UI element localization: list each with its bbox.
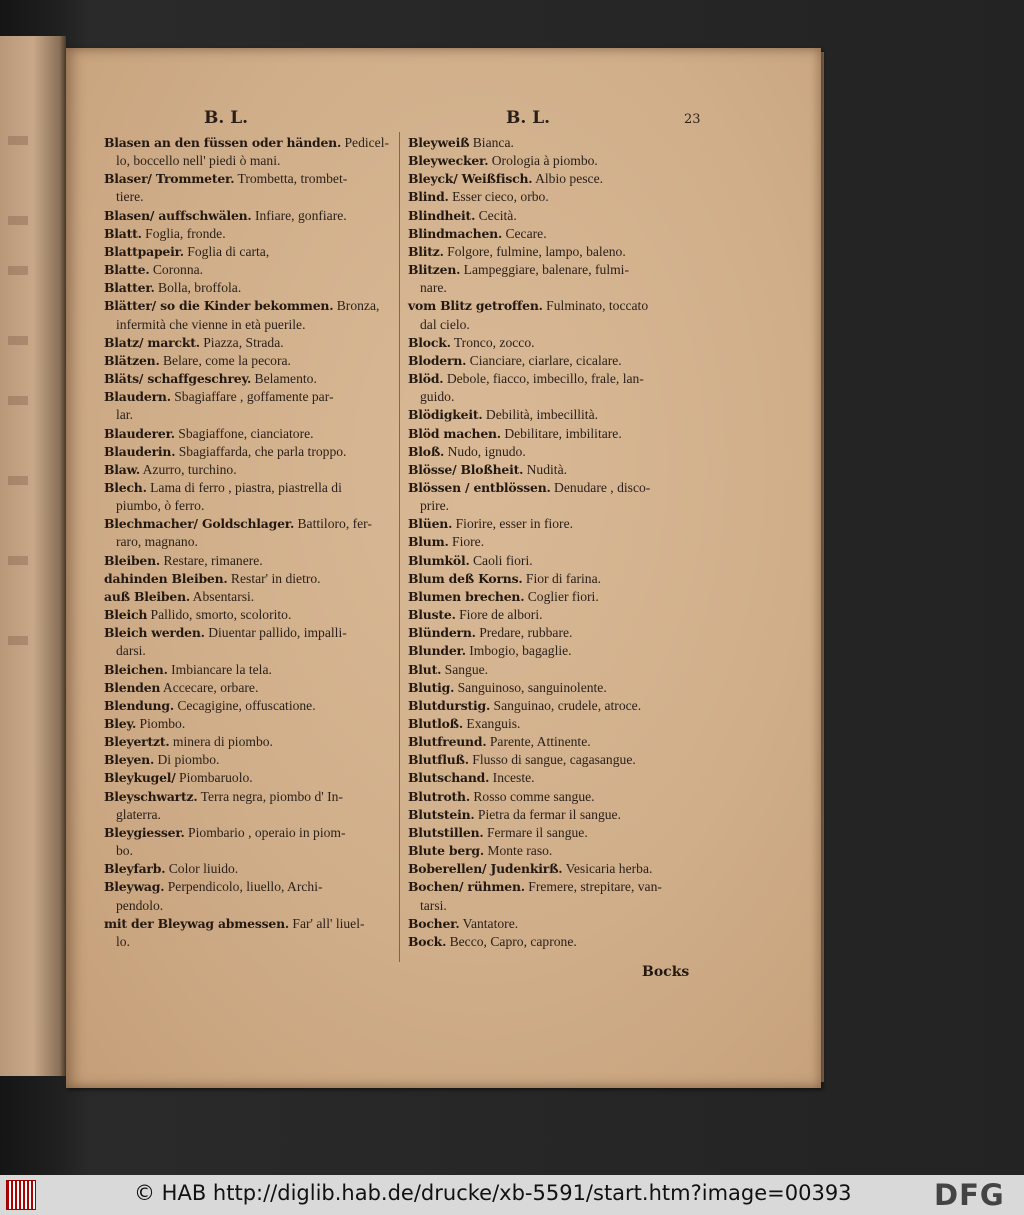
header-center: B. L. bbox=[506, 108, 551, 128]
dictionary-entry bbox=[408, 824, 708, 842]
definition: Infiare, gonfiare. bbox=[251, 207, 347, 223]
headword: Blödigkeit. bbox=[408, 407, 483, 423]
headword: Blauderer. bbox=[104, 425, 175, 441]
right-column bbox=[408, 134, 708, 951]
headword: Bleich bbox=[104, 607, 148, 623]
dictionary-entry bbox=[408, 878, 708, 914]
running-header bbox=[66, 108, 821, 132]
definition: Pallido, smorto, scolorito. bbox=[147, 607, 292, 623]
dictionary-entry bbox=[408, 134, 708, 152]
headword: Blumen brechen. bbox=[408, 588, 525, 604]
dictionary-entry bbox=[104, 388, 404, 424]
headword: Blutroth. bbox=[408, 788, 470, 804]
headword: Blindmachen. bbox=[408, 225, 503, 241]
headword: Blöd machen. bbox=[408, 425, 501, 441]
headword: Blutloß. bbox=[408, 716, 464, 731]
definition: Inceste. bbox=[489, 770, 535, 786]
definition: minera di piombo. bbox=[169, 734, 273, 750]
dictionary-entry bbox=[104, 261, 404, 279]
dictionary-entry bbox=[408, 933, 708, 951]
dictionary-entry bbox=[408, 606, 708, 624]
definition: Accecare, orbare. bbox=[160, 679, 259, 695]
headword: Bleyertzt. bbox=[104, 734, 170, 750]
dictionary-entry bbox=[408, 425, 708, 443]
headword: Blum deß Korns. bbox=[408, 570, 523, 586]
headword: Blute berg. bbox=[408, 843, 484, 859]
definition: Nudità. bbox=[523, 461, 568, 477]
definition: Debilitare, imbilitare. bbox=[500, 425, 622, 441]
dictionary-entry bbox=[104, 243, 404, 261]
column-divider bbox=[399, 132, 400, 962]
definition: Piombo. bbox=[136, 716, 186, 731]
headword: Blitzen. bbox=[408, 262, 461, 278]
headword: Blind. bbox=[408, 189, 449, 205]
definition: Bronza, bbox=[333, 298, 380, 314]
definition-continuation: piumbo, ò ferro. bbox=[116, 498, 205, 514]
dictionary-entry bbox=[104, 661, 404, 679]
dictionary-entry bbox=[408, 207, 708, 225]
dictionary-entry bbox=[104, 570, 404, 588]
definition: Debole, fiacco, imbecillo, frale, lan- bbox=[443, 371, 644, 387]
definition: Trombetta, trombet- bbox=[234, 171, 348, 187]
definition-continuation: pendolo. bbox=[116, 897, 164, 913]
dictionary-entry bbox=[104, 552, 404, 570]
definition: Fiorire, esser in fiore. bbox=[452, 516, 574, 532]
headword: Blaser/ Trommeter. bbox=[104, 171, 235, 187]
headword: Bley. bbox=[104, 716, 137, 731]
definition: Restar' in dietro. bbox=[227, 570, 321, 586]
definition: Denudare , disco- bbox=[550, 479, 651, 495]
headword: Bleyfarb. bbox=[104, 861, 166, 877]
definition-continuation: darsi. bbox=[116, 643, 146, 659]
dictionary-entry bbox=[408, 860, 708, 878]
headword: Bochen/ rühmen. bbox=[408, 879, 525, 895]
headword: Blösse/ Bloßheit. bbox=[408, 461, 524, 477]
definition: Piombario , operaio in piom- bbox=[184, 824, 346, 840]
definition-continuation: bo. bbox=[116, 843, 133, 859]
headword: Bock. bbox=[408, 933, 447, 949]
dictionary-entry bbox=[408, 443, 708, 461]
dictionary-entry bbox=[104, 443, 404, 461]
headword: Blauderin. bbox=[104, 443, 176, 459]
dfg-logo: DFG bbox=[934, 1178, 1005, 1212]
dictionary-entry bbox=[104, 279, 404, 297]
definition-continuation: tiere. bbox=[116, 189, 144, 205]
dictionary-entry bbox=[408, 243, 708, 261]
definition: Foglia, fronde. bbox=[141, 225, 226, 241]
viewer-footer bbox=[0, 1175, 1024, 1215]
definition-continuation: guido. bbox=[420, 389, 455, 405]
definition: Flusso di sangue, cagasangue. bbox=[468, 752, 636, 768]
ink-mark bbox=[8, 136, 28, 145]
headword: Blenden bbox=[104, 679, 161, 695]
definition: Lampeggiare, balenare, fulmi- bbox=[460, 262, 629, 278]
definition: Folgore, fulmine, lampo, baleno. bbox=[443, 243, 626, 259]
headword: Blitz. bbox=[408, 243, 444, 259]
definition: Azurro, turchino. bbox=[139, 461, 237, 477]
dictionary-entry bbox=[408, 170, 708, 188]
headword: Blasen an den füssen oder händen. bbox=[104, 135, 342, 150]
headword: Blodern. bbox=[408, 352, 467, 368]
definition: Bolla, broffola. bbox=[154, 280, 242, 296]
definition-continuation: lo. bbox=[116, 933, 130, 949]
definition-continuation: lar. bbox=[116, 407, 133, 423]
definition: Exanguis. bbox=[463, 716, 521, 731]
headword: Bleygiesser. bbox=[104, 824, 185, 840]
book-page bbox=[66, 48, 821, 1088]
definition: Pedicel- bbox=[341, 135, 390, 150]
definition: Sbagiaffarda, che parla troppo. bbox=[175, 443, 347, 459]
headword: Blatz/ marckt. bbox=[104, 334, 200, 350]
definition-continuation: raro, magnano. bbox=[116, 534, 198, 550]
definition: Sanguinoso, sanguinolente. bbox=[454, 679, 607, 695]
definition: Fior di farina. bbox=[522, 570, 602, 586]
headword: mit der Bleywag abmessen. bbox=[104, 915, 290, 931]
headword: Bleiben. bbox=[104, 552, 161, 568]
headword: auß Bleiben. bbox=[104, 588, 191, 604]
dictionary-entry bbox=[408, 570, 708, 588]
dictionary-entry bbox=[408, 461, 708, 479]
hab-logo-icon bbox=[6, 1180, 36, 1210]
dictionary-entry bbox=[104, 479, 404, 515]
definition: Di piombo. bbox=[154, 752, 220, 768]
dictionary-entry bbox=[408, 806, 708, 824]
left-column bbox=[104, 134, 404, 951]
dictionary-entry bbox=[104, 170, 404, 206]
definition: Parente, Attinente. bbox=[486, 734, 591, 750]
definition: Lama di ferro , piastra, piastrella di bbox=[146, 479, 342, 495]
citation-link[interactable]: © HAB http://diglib.hab.de/drucke/xb-5591/start.htm?image=00393 bbox=[134, 1181, 852, 1205]
headword: Blatt. bbox=[104, 225, 142, 241]
definition-continuation: nare. bbox=[420, 280, 447, 296]
headword: Blaw. bbox=[104, 461, 140, 477]
definition-continuation: dal cielo. bbox=[420, 316, 470, 332]
dictionary-entry bbox=[104, 515, 404, 551]
definition: Becco, Capro, caprone. bbox=[446, 933, 577, 949]
headword: Bocher. bbox=[408, 915, 460, 931]
dictionary-entry bbox=[408, 751, 708, 769]
headword: Blöd. bbox=[408, 371, 444, 387]
dictionary-entry bbox=[104, 697, 404, 715]
dictionary-entry bbox=[104, 207, 404, 225]
dictionary-entry bbox=[104, 751, 404, 769]
definition: Cecità. bbox=[475, 207, 517, 223]
dictionary-entry bbox=[104, 624, 404, 660]
headword: dahinden Bleiben. bbox=[104, 570, 228, 586]
dictionary-entry bbox=[408, 842, 708, 860]
dictionary-entry bbox=[104, 788, 404, 824]
definition: Tronco, zocco. bbox=[450, 334, 535, 350]
headword: Bleyweiß bbox=[408, 135, 470, 150]
dictionary-entry bbox=[104, 915, 404, 951]
definition-continuation: tarsi. bbox=[420, 897, 447, 913]
definition: Coglier fiori. bbox=[524, 588, 599, 604]
headword: Blatter. bbox=[104, 280, 155, 296]
ink-mark bbox=[8, 636, 28, 645]
dictionary-entry bbox=[408, 297, 708, 333]
definition: Piazza, Strada. bbox=[199, 334, 284, 350]
dictionary-entry bbox=[104, 225, 404, 243]
definition-continuation: prire. bbox=[420, 498, 450, 514]
ink-mark bbox=[8, 396, 28, 405]
headword: Blüen. bbox=[408, 516, 453, 532]
headword: Blaudern. bbox=[104, 389, 171, 405]
headword: Bleyen. bbox=[104, 752, 155, 768]
headword: Blech. bbox=[104, 479, 147, 495]
dictionary-entry bbox=[408, 370, 708, 406]
dictionary-entry bbox=[104, 733, 404, 751]
definition: Sangue. bbox=[441, 661, 489, 677]
definition: Fremere, strepitare, van- bbox=[524, 879, 662, 895]
definition: Belamento. bbox=[251, 371, 317, 387]
headword: Boberellen/ Judenkirß. bbox=[408, 861, 563, 877]
dictionary-entry bbox=[408, 552, 708, 570]
definition: Color liuido. bbox=[165, 861, 239, 877]
headword: Blum. bbox=[408, 534, 449, 550]
ink-mark bbox=[8, 216, 28, 225]
headword: Blätter/ so die Kinder bekommen. bbox=[104, 298, 334, 314]
definition: Foglia di carta, bbox=[183, 243, 270, 259]
dictionary-entry bbox=[104, 334, 404, 352]
definition: Fiore. bbox=[448, 534, 485, 550]
definition-continuation: infermità che vienne in età puerile. bbox=[116, 316, 306, 332]
dictionary-entry bbox=[408, 697, 708, 715]
headword: Bleywecker. bbox=[408, 153, 489, 169]
headword: Blutfreund. bbox=[408, 734, 487, 750]
dictionary-entry bbox=[408, 588, 708, 606]
dictionary-entry bbox=[104, 715, 404, 733]
dictionary-entry bbox=[408, 479, 708, 515]
definition: Debilità, imbecillità. bbox=[482, 407, 599, 423]
dictionary-entry bbox=[104, 297, 404, 333]
headword: Block. bbox=[408, 334, 451, 350]
dictionary-entry bbox=[408, 188, 708, 206]
definition: Diuentar pallido, impalli- bbox=[204, 625, 347, 641]
definition: Pietra da fermar il sangue. bbox=[474, 806, 621, 822]
headword: Blündern. bbox=[408, 625, 476, 641]
definition: Monte raso. bbox=[483, 843, 553, 859]
definition: Sbagiaffone, cianciatore. bbox=[174, 425, 314, 441]
headword: vom Blitz getroffen. bbox=[408, 298, 543, 314]
dictionary-entry bbox=[104, 352, 404, 370]
dictionary-entry bbox=[408, 661, 708, 679]
headword: Blatte. bbox=[104, 262, 150, 278]
definition: Orologia à piombo. bbox=[488, 153, 598, 169]
definition: Imbiancare la tela. bbox=[167, 661, 272, 677]
dictionary-entry bbox=[408, 624, 708, 642]
definition: Restare, rimanere. bbox=[160, 552, 263, 568]
definition: Rosso comme sangue. bbox=[469, 788, 595, 804]
headword: Blut. bbox=[408, 661, 442, 677]
page-number: 23 bbox=[684, 112, 701, 127]
definition: Perpendicolo, liuello, Archi- bbox=[164, 879, 323, 895]
definition: Terra negra, piombo d' In- bbox=[197, 788, 343, 804]
headword: Blutfluß. bbox=[408, 752, 469, 768]
dictionary-entry bbox=[408, 715, 708, 733]
headword: Bleykugel/ bbox=[104, 770, 176, 786]
dictionary-entry bbox=[408, 733, 708, 751]
dictionary-entry bbox=[408, 406, 708, 424]
dictionary-entry bbox=[408, 769, 708, 787]
dictionary-entry bbox=[104, 606, 404, 624]
definition-continuation: lo, boccello nell' piedi ò mani. bbox=[116, 153, 281, 169]
headword: Bleyschwartz. bbox=[104, 788, 198, 804]
headword: Bläts/ schaffgeschrey. bbox=[104, 371, 252, 387]
definition: Cecagigine, offuscatione. bbox=[173, 697, 316, 713]
definition: Cecare. bbox=[502, 225, 547, 241]
definition: Absentarsi. bbox=[190, 588, 255, 604]
headword: Blutstein. bbox=[408, 806, 475, 822]
catchword: Bocks bbox=[642, 964, 690, 980]
dictionary-entry bbox=[104, 588, 404, 606]
definition: Albio pesce. bbox=[532, 171, 604, 187]
definition: Esser cieco, orbo. bbox=[448, 189, 549, 205]
definition-continuation: glaterra. bbox=[116, 806, 161, 822]
headword: Bloß. bbox=[408, 443, 445, 459]
dictionary-entry bbox=[408, 352, 708, 370]
ink-mark bbox=[8, 266, 28, 275]
definition: Coronna. bbox=[149, 262, 204, 278]
dictionary-entry bbox=[104, 769, 404, 787]
definition: Caoli fiori. bbox=[469, 552, 533, 568]
definition: Sanguinao, crudele, atroce. bbox=[490, 697, 642, 713]
definition: Cianciare, ciarlare, cicalare. bbox=[466, 352, 622, 368]
definition: Vantatore. bbox=[459, 915, 519, 931]
definition: Predare, rubbare. bbox=[475, 625, 573, 641]
dictionary-entry bbox=[408, 915, 708, 933]
headword: Blattpapeir. bbox=[104, 243, 184, 259]
definition: Battiloro, fer- bbox=[294, 516, 372, 532]
headword: Blutstillen. bbox=[408, 824, 484, 840]
dictionary-entry bbox=[408, 515, 708, 533]
dictionary-entry bbox=[104, 878, 404, 914]
ink-mark bbox=[8, 336, 28, 345]
definition: Belare, come la pecora. bbox=[159, 352, 291, 368]
dictionary-entry bbox=[408, 152, 708, 170]
dictionary-entry bbox=[104, 425, 404, 443]
headword: Blössen / entblössen. bbox=[408, 479, 551, 495]
headword: Blutig. bbox=[408, 679, 455, 695]
dictionary-entry bbox=[104, 370, 404, 388]
definition: Piombaruolo. bbox=[175, 770, 253, 786]
headword: Bleich werden. bbox=[104, 625, 205, 641]
dictionary-entry bbox=[104, 824, 404, 860]
definition: Fermare il sangue. bbox=[483, 824, 588, 840]
headword: Blätzen. bbox=[104, 352, 160, 368]
dictionary-entry bbox=[408, 679, 708, 697]
headword: Bleywag. bbox=[104, 879, 165, 895]
definition: Vesicaria herba. bbox=[562, 861, 653, 877]
dictionary-entry bbox=[408, 225, 708, 243]
headword: Blindheit. bbox=[408, 207, 476, 223]
dictionary-entry bbox=[104, 461, 404, 479]
headword: Bluste. bbox=[408, 607, 456, 623]
headword: Blendung. bbox=[104, 697, 174, 713]
headword: Blumköl. bbox=[408, 552, 470, 568]
dictionary-entry bbox=[408, 642, 708, 660]
definition: Imbogio, bagaglie. bbox=[465, 643, 572, 659]
dictionary-entry bbox=[408, 261, 708, 297]
headword: Blutschand. bbox=[408, 770, 490, 786]
definition: Nudo, ignudo. bbox=[444, 443, 526, 459]
ink-mark bbox=[8, 476, 28, 485]
headword: Bleichen. bbox=[104, 661, 168, 677]
previous-page-edge bbox=[0, 36, 66, 1076]
dictionary-entry bbox=[104, 860, 404, 878]
dictionary-entry bbox=[408, 334, 708, 352]
definition: Far' all' liuel- bbox=[289, 915, 365, 931]
definition: Sbagiaffare , goffamente par- bbox=[170, 389, 334, 405]
definition: Fulminato, toccato bbox=[542, 298, 649, 314]
dictionary-entry bbox=[408, 533, 708, 551]
headword: Blechmacher/ Goldschlager. bbox=[104, 516, 295, 532]
headword: Bleyck/ Weißfisch. bbox=[408, 171, 533, 187]
dictionary-entry bbox=[104, 134, 404, 170]
dictionary-entry bbox=[408, 788, 708, 806]
headword: Blunder. bbox=[408, 643, 466, 659]
dictionary-entry bbox=[104, 679, 404, 697]
definition: Fiore de albori. bbox=[455, 607, 543, 623]
ink-mark bbox=[8, 556, 28, 565]
header-left: B. L. bbox=[204, 108, 249, 128]
headword: Blasen/ auffschwälen. bbox=[104, 207, 252, 223]
headword: Blutdurstig. bbox=[408, 697, 491, 713]
definition: Bianca. bbox=[469, 135, 514, 150]
